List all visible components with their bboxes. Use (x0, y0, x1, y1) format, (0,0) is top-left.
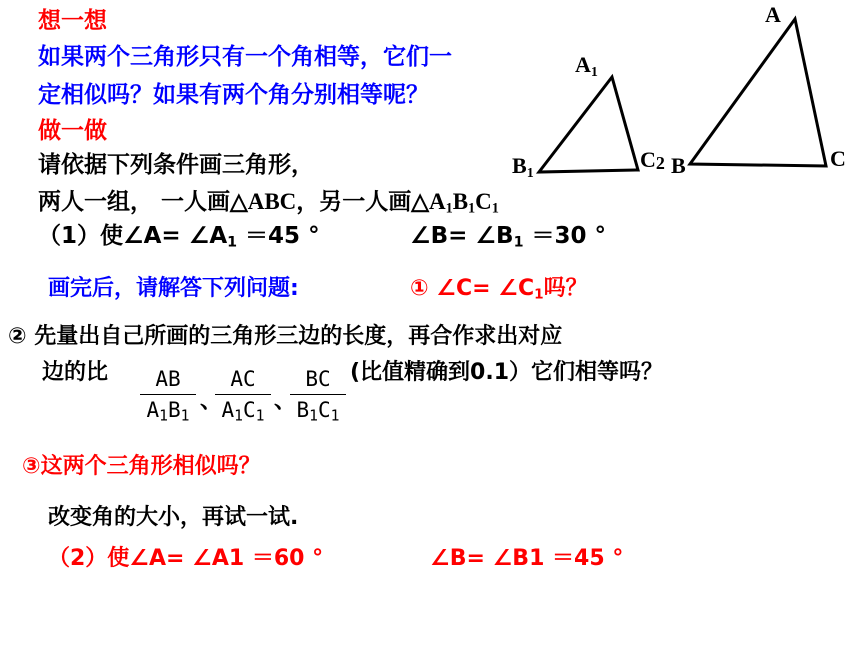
label-a1: A1 (575, 52, 598, 80)
change-prompt: 改变角的大小，再试一试. (48, 505, 299, 530)
label-a: A (765, 2, 781, 27)
condition-2: （2）使∠A= ∠A1 ＝60 ° (48, 546, 324, 571)
label-b1: B1 (512, 153, 534, 181)
question-3: ③这两个三角形相似吗？ (22, 454, 261, 479)
ratio-ab: AB $A_1B_1$ (140, 367, 196, 422)
doit-instruction: 请依据下列条件画三角形， (38, 152, 314, 178)
doit-pair-line: 两人一组， 一人画△ABC，另一人画$\triangle A_1B_1C_1$ (38, 189, 499, 217)
condition-1-b: ∠B= $\angle B_1 =30$ ° (410, 223, 607, 251)
think-question-line2: 定相似吗？如果有两个角分别相等呢？ (38, 82, 429, 108)
label-c-small: C2 (640, 147, 665, 173)
condition-2-b: ∠B= ∠B1 ＝45 ° (430, 546, 624, 571)
label-c: C (830, 146, 846, 171)
after-prompt: 画完后，请解答下列问题: (48, 276, 299, 301)
think-question-line1: 如果两个三角形只有一个角相等，它们一 (38, 44, 452, 70)
question-1: ① ∠C= $\angle C_1$吗？ (410, 276, 588, 303)
doit-title: 做一做 (38, 118, 107, 144)
triangle-a1b1c1 (539, 77, 638, 172)
condition-1: （1）使∠A= $\angle A_1 =45$ ° (38, 223, 320, 251)
question-2-suffix: (比值精确到0.1）它们相等吗？ (350, 360, 664, 385)
question-2-line1: ② 先量出自己所画的三角形三边的长度，再合作求出对应 (8, 324, 563, 349)
separator: 、 (200, 389, 223, 414)
triangle-abc (690, 19, 826, 166)
think-title: 想一想 (38, 8, 107, 34)
ratio-bc: BC $B_1C_1$ (290, 367, 346, 422)
question-2-prefix: 边的比 (42, 360, 109, 385)
label-b: B (671, 153, 686, 178)
ratio-ac: AC $A_1C_1$ (215, 367, 271, 422)
separator: 、 (274, 389, 297, 414)
